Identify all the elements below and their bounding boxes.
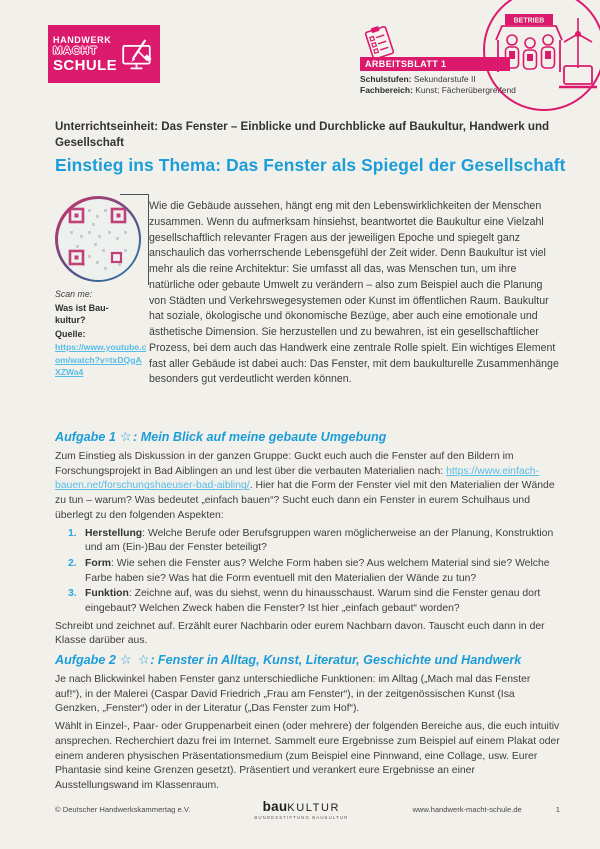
qr-code-pattern — [58, 199, 139, 280]
aufgabe-2-title: : Fenster in Alltag, Kunst, Literatur, Geschichte und Handwerk — [150, 653, 522, 667]
logo-wordmark — [53, 36, 117, 73]
star-icon: ☆ — [136, 651, 151, 668]
unit-kicker: Unterrichtseinheit: Das Fenster – Einblicke und Durchblicke auf Baukultur, Handwerk und Gesellschaft — [55, 120, 550, 149]
aufgabe-1-title: : Mein Blick auf meine gebaute Umgebung — [133, 430, 387, 444]
aufgabe-2-label: Aufgabe 2 — [55, 653, 116, 667]
copyright-text: © Deutscher Handwerkskammertag e.V. — [55, 805, 191, 815]
aufgabe-2-para2: Wählt in Einzel-, Paar- oder Gruppenarbeit einen (oder mehrere) der folgenden Bereiche aus, die euch intuitiv ansprechen. Recherchiert dazu frei im Internet. Sammelt eure Ergebnisse zum Beispiel auf einem Plakat oder einem anderen physischen Präsentationsmedium (zum Beispiel eine Pinnwand, eine Collage, usw. Eurer Phantasie sind keine Grenzen gesetzt). Präsentiert und verankert eure Ergebnisse an einer Ausstellungswand im Klassenraum. — [55, 721, 560, 791]
qr-sidebar — [55, 196, 147, 379]
qr-caption: Was ist Bau- kultur? — [55, 303, 109, 325]
baukultur-logo: bauKULTUR BUNDESSTIFTUNG BAUKULTUR — [254, 799, 349, 820]
betrieb-illustration — [478, 0, 600, 118]
item-term: Herstellung — [85, 527, 143, 539]
aufgabe-1-intro: Zum Einstieg als Diskussion in der ganzen Gruppe: Guckt euch auch die Fenster auf den Bildern im Forschungsprojekt in Bad Aiblingen an und lest über die verbauten Materialien nach: https://www.einfach-bauen.net/forschungshaeuser-bad-aibling/. Hier hat die Form der Fenster viel mit den Materialien der Wände zu tun – warum? Was bedeutet „einfach bauen“? Sucht euch dann ein Fenster in eurem Schulhaus und überlegt zu den folgenden Aspekten: — [55, 451, 555, 521]
fachbereich-label: Fachbereich: — [360, 85, 413, 95]
item-number: 3. — [68, 588, 77, 600]
item-term: Form — [85, 557, 111, 569]
aufgabe-1-label: Aufgabe 1 — [55, 430, 116, 444]
aufgabe-2-heading — [55, 652, 560, 668]
quelle-label: Quelle: — [55, 329, 86, 339]
schulstufen-value: Sekundarstufe II — [411, 74, 476, 84]
einfach-bauen-link[interactable]: https://www.einfach-bauen.net/forschungshaeuser-bad-aibling/ — [55, 465, 540, 492]
qr-code-circle — [55, 196, 141, 282]
page-number: 1 — [555, 805, 560, 815]
list-item: 2. Form: Wie sehen die Fenster aus? Welche Form haben sie? Aus welchem Material sind sie? Welche Farbe haben sie? Was hat die Form eventuell mit den Materialien der Wände zu tun? — [68, 557, 560, 586]
aufgabe-1-heading — [55, 429, 560, 445]
aufgabe-2-para1: Je nach Blickwinkel haben Fenster ganz unterschiedliche Funktionen: im Alltag („Mach mal das Fenster auf!“), in der Malerei (Caspar David Friedrich „Frau am Fenster“), in der zeitgenössischen Kunst (Isa Genzken, „Fenster“) oder in der Literatur („Das Fenster zum Hof“). — [55, 674, 531, 715]
item-term: Funktion — [85, 588, 129, 600]
aufgabe-1-outro: Schreibt und zeichnet auf. Erzählt eurer Nachbarin oder eurem Nachbarn davon. Tauscht euch dann in der Klasse darüber aus. — [55, 620, 545, 647]
star-icon: ☆ — [119, 428, 133, 445]
item-number: 2. — [68, 557, 77, 569]
page-footer — [55, 800, 560, 820]
schulstufen-label: Schulstufen: — [360, 74, 412, 84]
logo-line-handwerk: HANDWERK — [53, 34, 112, 45]
website-text: www.handwerk-macht-schule.de — [412, 805, 522, 815]
logo-line-schule: SCHULE — [53, 56, 118, 74]
aufgabe-1-section — [55, 429, 560, 652]
arbeitsblatt-banner: ARBEITSBLATT 1 — [360, 57, 510, 71]
intro-paragraph: Wie die Gebäude aussehen, hängt eng mit den Lebenswirklichkeiten der Menschen zusammen. Wenn du aufmerksam hinsiehst, beantwortet die Baukultur eine Vielzahl gesellschaftlich relevanter Fragen aus der jeweiligen Epoche und spiegelt ganz anschaulich das vorherrschende Lebensgefühl der Zeit wider. Denn Baukultur ist viel mehr als die reine Architektur: Sie umfasst all das, was Menschen tun, um ihre natürliche oder gebaute Umwelt zu verändern – also zum Beispiel auch die Planung von Städten und Verkehrswegesystemen oder Kunst im öffentlichen Raum. Baukultur hat soziale, ökologische und ökonomische Bezüge, aber auch eine emotionale und ästhetische Dimension. Sie herzustellen und zu bewahren, ist ein gesellschaftlicher Prozess, bei dem auch das Handwerk eine zentrale Rolle spielt. Ein wichtiges Element fast aller Gebäude ist dabei auch: Das Fenster, mit dem baukulturelle Zusammenhänge besonders gut verdeutlicht werden können. — [149, 200, 559, 386]
page-title: Einstieg ins Thema: Das Fenster als Spiegel der Gesellschaft — [55, 155, 566, 175]
list-item: 1. Herstellung: Welche Berufe oder Berufsgruppen waren möglicherweise an der Planung, Konstruktion und am (Ein-)Bau der Fenster beteiligt? — [68, 527, 560, 556]
monitor-pencil-icon — [121, 31, 155, 77]
item-number: 1. — [68, 527, 77, 539]
baukultur-logo-subline: BUNDESSTIFTUNG BAUKULTUR — [254, 814, 349, 820]
star-icon: ☆ — [119, 651, 133, 668]
aspekte-list — [55, 527, 560, 617]
betrieb-label: BETRIEB — [513, 17, 545, 25]
handwerk-macht-schule-logo — [48, 25, 160, 83]
aufgabe-2-section — [55, 652, 560, 797]
youtube-video-link[interactable]: https://www.youtube.com/watch?v=txDQgAXZWa4 — [55, 342, 147, 377]
scan-me-label: Scan me: — [55, 289, 93, 299]
logo-line-macht: MACHT — [53, 44, 98, 57]
list-item: 3. Funktion: Zeichne auf, was du siehst, wenn du hinausschaust. Warum sind die Fenster genau dort eingebaut? Welchen Zweck haben die Fenster? Ist hier „einfach gebaut“ worden? — [68, 587, 560, 616]
fachbereich-value: Kunst; Fächerübergreifend — [412, 85, 516, 95]
